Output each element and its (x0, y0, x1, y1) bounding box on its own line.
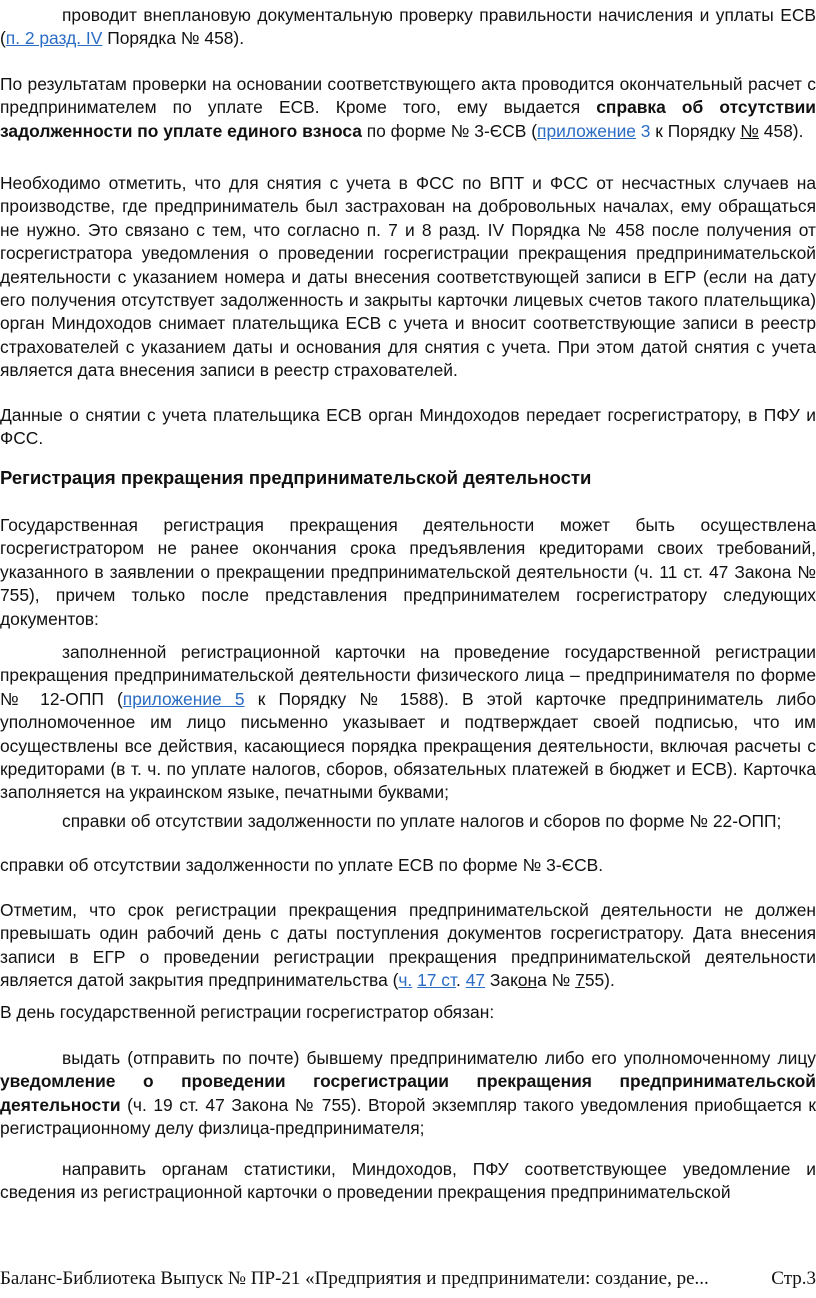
link-law-number[interactable]: 7 (575, 970, 585, 991)
text-run: выдать (отправить по почте) бывшему предпринимателю либо его уполномоченному лицу (62, 1048, 816, 1068)
text-run: 55). (584, 970, 615, 991)
bold-certificate-text: справка об отсутствии задолженности по уплате единого взноса (0, 97, 816, 141)
paragraph-fss-deregistration: Необходимо отметить, что для снятия с учета в ФСС по ВПТ и ФСС от несчастных случаев на производстве, где предприниматель был застрахован на добровольных началах, ему обращаться не нужно. Это связано с тем, что согласно п. 7 и 8 разд. IV Порядка № 458 после получения от госрегистратора уведомления о проведении госрегистрации прекращения предпринимательской деятельности с указанием номера и даты внесения соответствующей записи в ЕГР (если на дату его получения отсутствует задолженность и закрыты карточки лицевых счетов такого плательщика) орган Миндоходов снимает плательщика ЕСВ с учета и вносит соответствующие записи в реестр страхователей с указанием даты и основания для снятия с учета. При этом датой снятия с учета является дата внесения записи в реестр страхователей. (0, 173, 816, 381)
link-article-17[interactable]: 17 ст (417, 970, 457, 991)
paragraph-registrar-duties: В день государственной регистрации госрегистратор обязан: (0, 1002, 495, 1022)
link-section-iv[interactable]: п. 2 разд. IV (5, 28, 103, 49)
text-run: к Порядку № 1588). В этой карточке предприниматель либо уполномоченное им лицо письменно указывает и подтверждает своей подписью, что им осуществлены все действия, касающиеся порядка прекращения деятельности, включая расчеты с кредиторами (в т. ч. по уплате налогов, сборов, обязательных платежей в бюджет и ЕСВ). Карточка заполняется на украинском языке, печатными буквами; (0, 688, 816, 803)
list-item-tax-certificate: справки об отсутствии задолженности по уплате налогов и сборов по форме № 22-ОПП; (62, 811, 782, 831)
text-run: По результатам проверки на основании соответствующего акта проводится окончательный расчет с предпринимателем по уплате ЕСВ. Кроме того, ему выдается (0, 74, 816, 118)
text-run: Зак (485, 970, 518, 991)
list-item-registration-card (0, 641, 816, 805)
link-appendix-number[interactable]: 3 (640, 120, 651, 141)
page-footer (0, 1268, 816, 1290)
link-appendix-5[interactable]: приложение 5 (122, 688, 245, 709)
link-law[interactable]: он (517, 970, 538, 991)
page-number: Стр.3 (771, 1268, 816, 1289)
text-run: (ч. 19 ст. 47 Закона № 755). Второй экземпляр такого уведомления приобщается к регистрационному делу физлица-предпринимателя; (0, 1094, 816, 1139)
paragraph-state-registration: Государственная регистрация прекращения деятельности может быть осуществлена госрегистратором не ранее окончания срока предъявления кредиторами своих требований, указанного в заявлении о прекращении предпринимательской деятельности (ч. 11 ст. 47 Закона № 755), причем только после представления предпринимателем госрегистратору следующих документов: (0, 515, 816, 629)
text-run: а № (537, 970, 576, 991)
text-run: Отметим, что срок регистрации прекращения предпринимательской деятельности не должен превышать один рабочий день с даты поступления документов госрегистратору. Дата внесения записи в ЕГР о проведении регистрации прекращения предпринимательской деятельности является датой закрытия предпринимательства ( (0, 900, 816, 991)
paragraph-audit (0, 4, 816, 51)
text-run: к Порядку (650, 120, 741, 141)
paragraph-data-transfer: Данные о снятии с учета плательщика ЕСВ орган Миндоходов передает госрегистратору, в ПФУ и ФСС. (0, 405, 816, 449)
paragraph-final-settlement (0, 73, 816, 143)
list-item-send-info: направить органам статистики, Миндоходов, ПФУ соответствующее уведомление и сведения из регистрационной карточки о проведении прекращения предпринимательской (0, 1159, 816, 1203)
text-run: проводит внеплановую документальную проверку правильности начисления и уплаты ЕСВ ( (0, 5, 816, 49)
footer-title: Баланс-Библиотека Выпуск № ПР-21 «Предприятия и предприниматели: создание, ре... (0, 1268, 709, 1289)
section-heading: Регистрация прекращения предпринимательской деятельности (0, 467, 592, 488)
text-run: Порядка № 458). (102, 28, 245, 49)
text-run: . (456, 970, 466, 991)
link-part[interactable]: ч. (398, 970, 413, 991)
link-appendix[interactable]: приложение (537, 120, 636, 141)
text-run: заполненной регистрационной карточки на проведение государственной регистрации прекращения предпринимательской деятельности физического лица – предпринимателя по форме № 12-ОПП ( (0, 642, 816, 709)
paragraph-registration-term (0, 899, 816, 993)
list-item-esv-certificate: справки об отсутствии задолженности по уплате ЕСВ по форме № 3-ЄСВ. (0, 855, 604, 875)
link-order-number[interactable]: № (740, 120, 759, 141)
list-item-issue-notice (0, 1047, 816, 1141)
link-article-47[interactable]: 47 (465, 970, 486, 991)
bold-notice-text: уведомление о проведении госрегистрации прекращения предпринимательской деятельности (0, 1071, 816, 1115)
text-run: 458). (758, 120, 804, 141)
text-run: по форме № 3-ЄСВ ( (361, 120, 538, 141)
